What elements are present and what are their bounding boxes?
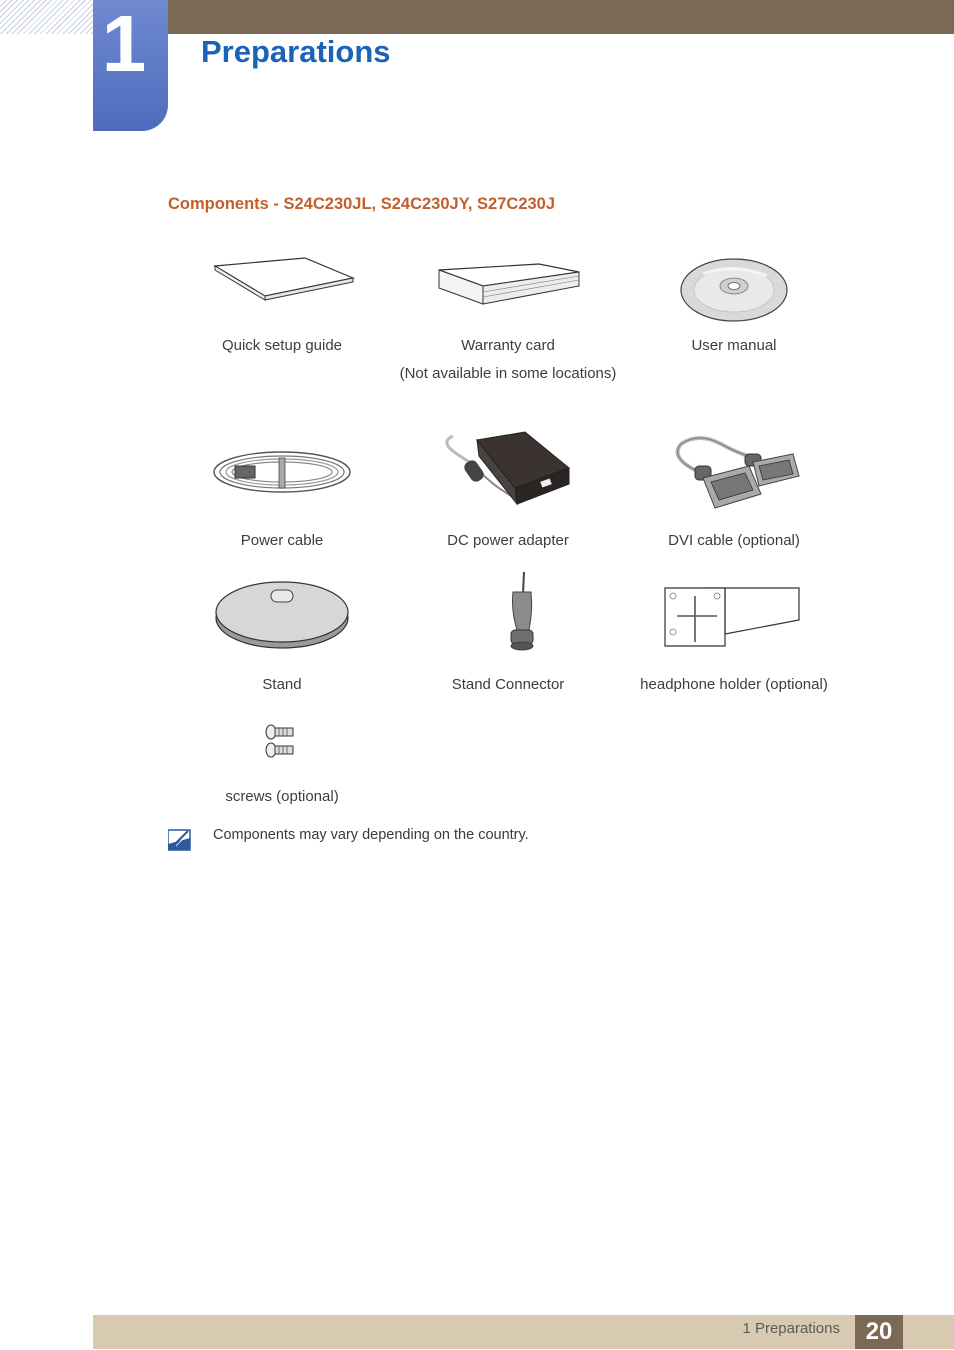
dc-power-adapter-icon xyxy=(433,428,583,518)
component-headphone-holder xyxy=(621,570,847,696)
component-quick-setup-guide xyxy=(169,252,395,357)
component-label: Stand Connector xyxy=(451,676,565,693)
component-dc-power-adapter xyxy=(395,428,621,552)
component-power-cable xyxy=(169,428,395,552)
chapter-title: Preparations xyxy=(201,34,391,69)
warranty-card-icon xyxy=(433,252,583,312)
screws-icon xyxy=(207,722,357,762)
power-cable-icon xyxy=(207,428,357,518)
component-dvi-cable xyxy=(621,428,847,552)
component-screws xyxy=(169,722,395,808)
note-pencil-icon xyxy=(168,828,192,852)
stand-connector-icon xyxy=(433,570,583,656)
page-number: 20 xyxy=(855,1315,903,1349)
component-label: screws (optional) xyxy=(225,788,339,805)
component-label: headphone holder (optional) xyxy=(640,676,828,693)
component-label: Power cable xyxy=(240,532,324,549)
component-label: DC power adapter xyxy=(447,532,569,549)
chapter-tab xyxy=(93,0,168,131)
component-label: DVI cable (optional) xyxy=(668,532,800,549)
note-text: Components may vary depending on the country. xyxy=(213,827,529,843)
chapter-number: 1 xyxy=(101,0,147,88)
stand-base-icon xyxy=(207,570,357,656)
component-note: (Not available in some locations) xyxy=(399,365,617,382)
component-label: Warranty card xyxy=(461,337,555,354)
component-user-manual xyxy=(621,252,847,357)
cd-disc-icon xyxy=(659,252,809,327)
corner-hatch-decoration xyxy=(0,0,93,34)
section-title: Components - S24C230JL, S24C230JY, S27C230J xyxy=(168,195,556,213)
footer-chapter-label: 1 Preparations xyxy=(742,1320,840,1337)
component-label: User manual xyxy=(691,337,777,354)
component-label: Stand xyxy=(262,676,302,693)
component-warranty-card xyxy=(395,252,621,385)
headphone-holder-icon xyxy=(659,570,809,656)
component-stand-connector xyxy=(395,570,621,696)
component-stand xyxy=(169,570,395,696)
header-bar xyxy=(168,0,954,34)
component-label: Quick setup guide xyxy=(221,337,343,354)
quick-setup-guide-icon xyxy=(207,252,357,312)
dvi-cable-icon xyxy=(659,428,809,518)
